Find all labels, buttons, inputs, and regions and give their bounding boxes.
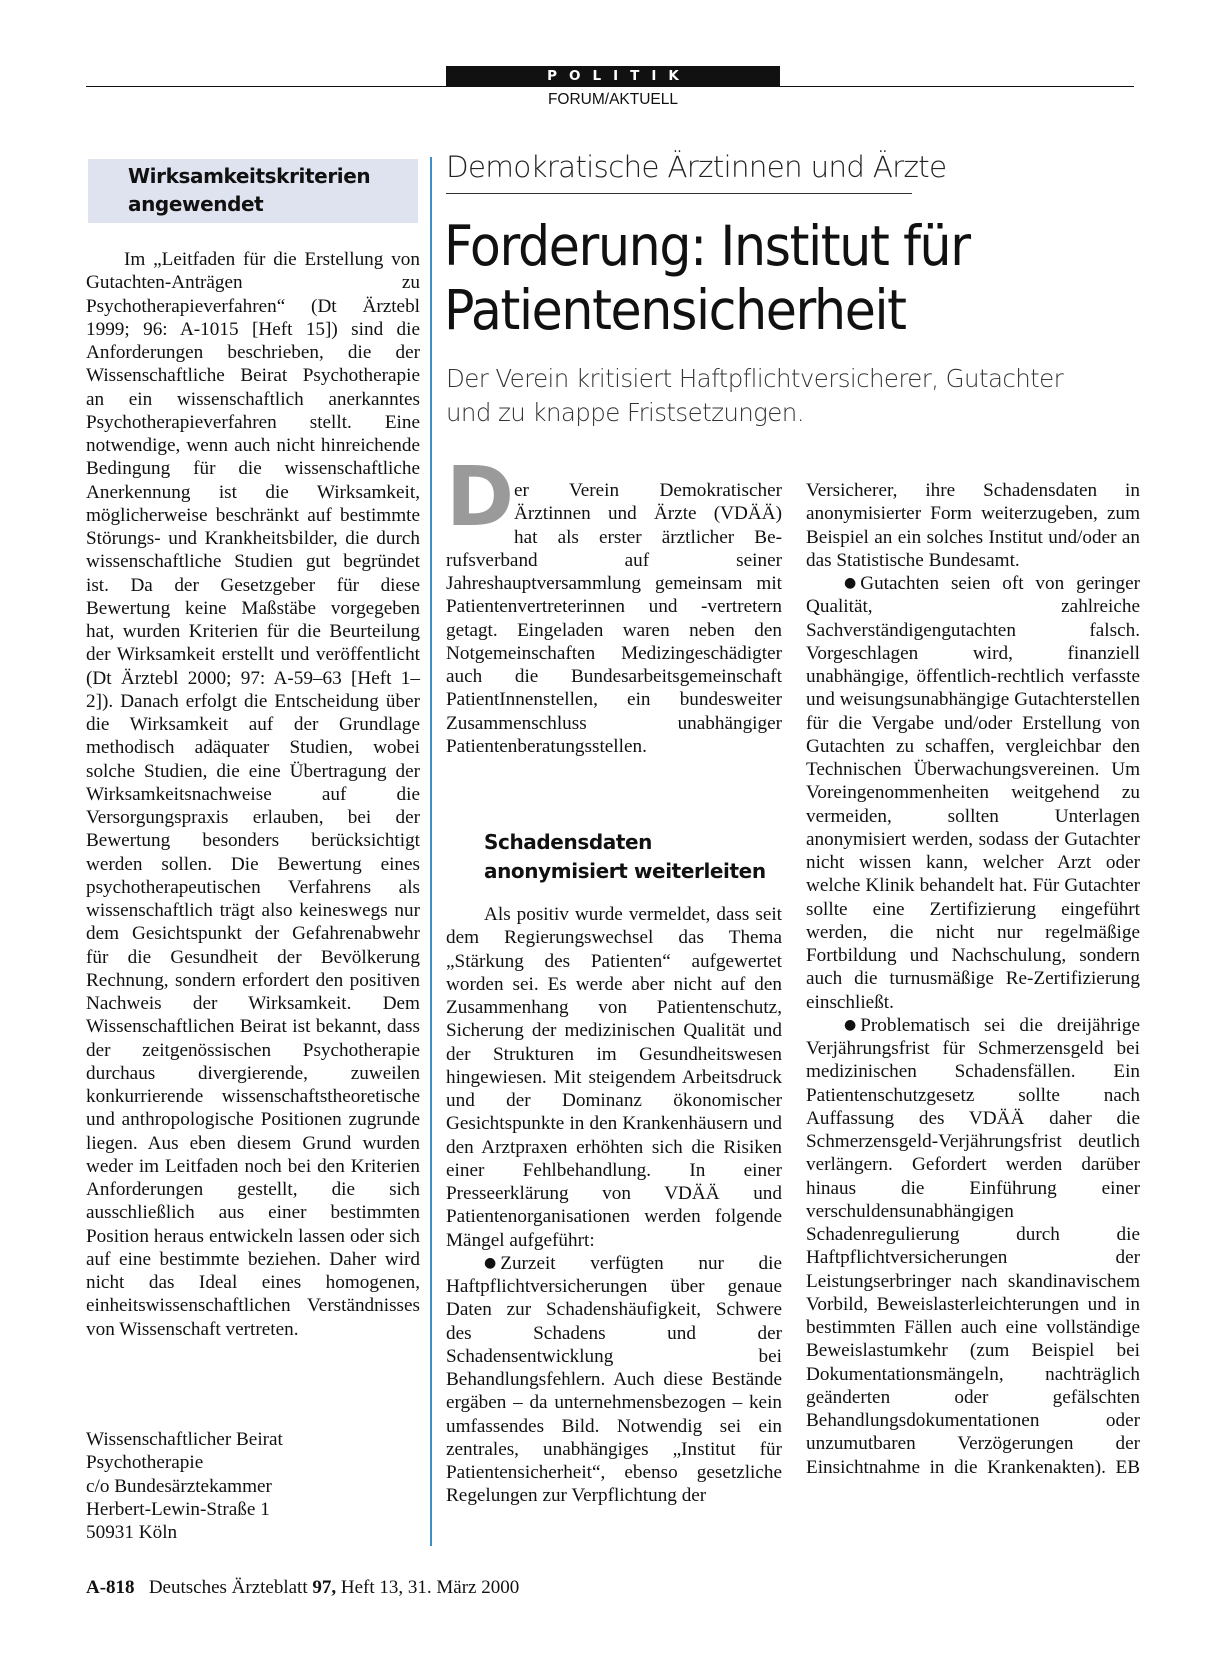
continued-paragraph: Versicherer, ihre Schadensdaten in anonymisierter Form weiterzugeben, zum Beispiel an ein solches Institut und/oder an das Statistische Bundesamt.: [806, 480, 1140, 571]
bullet-text: Problematisch sei die dreijährige Verjährungsfrist für Schmerzensgeld bei medizinischen Schadensfällen. Ein Patientenschutzgesetz sollte nach Auffassung des VDÄÄ daher die Schmerzensgeld-Verjährungsfrist deutlich verlängern. Gefordert werden darüber hinaus die Einführung einer verschuldensunabhängigen Schadenregulierung durch die Haftpflichtversicherungen der Leistungserbringer nach skandinavischem Vorbild, Beweislasterleichterungen und in bestimmten Fällen auch eine vollständige Beweislastumkehr (zum Beispiel bei Dokumentationsmängeln, nachträglich geänderten oder gefälschten Behandlungsdokumentationen oder unzumutbaren Verzögerungen der Einsichtnahme in die Krankenakten).: [806, 1014, 1140, 1478]
journal-volume: 97,: [312, 1577, 337, 1598]
paragraph-positive: Als positiv wurde vermeldet, dass seit dem Regierungswechsel das Thema „Stärkung des Patienten“ aufgewertet worden sei. Es werde aber nicht auf den Zusammenhang von Patientenschutz, Sicherung der medizinischen Qualität und der Strukturen im Gesundheitswesen hingewiesen. Mit steigendem Arbeitsdruck und der Dominanz ökonomischer Gesichtspunkte in den Krankenhäusern und den Arztpraxen erhöhten sich die Risiken einer Fehlbehandlung. In einer Presseerklärung von VDÄÄ und Patientenorganisationen werden folgende Mängel aufgeführt:: [446, 904, 782, 1251]
page-footer: [86, 1577, 519, 1599]
article-column-1: [446, 479, 782, 758]
journal-name: Deutsches Ärzteblatt: [148, 1577, 308, 1598]
sidebar-address: [86, 1428, 420, 1544]
sidebar-paragraph: Im „Leitfaden für die Erstellung von Gutachten-Anträgen zu Psychotherapieverfahren“ (Dt Ärztebl 1999; 96: A-1015 [Heft 15]) sind die Anforderungen beschrieben, die der Wissenschaftliche Beirat Psychotherapie an ein wissenschaftlich anerkanntes Psychotherapieverfahren stellt. Eine notwendige, wenn auch nicht hinreichende Bedingung für die wissenschaftliche Anerkennung ist die Wirksamkeit, möglicherweise beschränkt auf bestimmte Störungs- und Krankheitsbilder, die durch wissenschaftliche Studien gut begründet ist. Da der Gesetzgeber für diese Bewertung keine Maßstäbe vorgegeben hat, wurden Kriterien für die Beurteilung der Wirksamkeit erstellt und veröffentlicht (Dt Ärztebl 2000; 97: A-59–63 [Heft 1–2]). Danach erfolgt die Entscheidung über die Wirksamkeit auf der Grundlage methodisch adäquater Studien, wobei solche Studien, die eine Übertragung der Wirksamkeitsnachweise auf die Versorgungspraxis erlauben, bei der Bewertung besonders berücksichtigt werden sollen. Die Bewertung eines psychotherapeutischen Verfahrens als wissenschaftlich trägt also keineswegs nur dem Gesichtspunkt der Gefahrenabwehr für die Gesundheit der Bevölkerung Rechnung, sondern erfordert den positiven Nachweis der Wirksamkeit. Dem Wissenschaftlichen Beirat ist bekannt, dass der zeitgenössischen Psychotherapie durchaus divergierende, zuweilen konkurrierende wissenschaftstheoretische und anthropologische Positionen zugrunde liegen. Aus eben diesem Grund wurden weder im Leitfaden noch bei den Kriterien Anforderungen gestellt, die sich ausschließlich aus einer bestimmten Position heraus entwickeln lassen oder sich auf eine bestimmte beziehen. Daher wird nicht das Ideal eines homogenen, einheitswissenschaftlichen Verständnisses von Wissenschaft vertreten.: [86, 249, 420, 1340]
bullet-text: Zurzeit verfügten nur die Haftpflichtversicherungen über genaue Daten zur Schadenshäufigkeit, Schwere des Schadens und der Schadensentwicklung bei Behandlungsfehlern. Auch diese Bestände ergäben – da unternehmensbezogen – kein umfassendes Bild. Notwendig sei ein zentrales, unabhängiges „Institut für Patientensicherheit“, ebenso gesetzliche Regelungen zur Verpflichtung der: [446, 1252, 782, 1507]
headline-line: Forderung: Institut für: [444, 214, 970, 278]
subsection-label: FORUM/AKTUELL: [547, 91, 679, 108]
intro-line: er Verein Demokratischer: [514, 480, 782, 501]
article-subtitle: [446, 362, 1166, 430]
address-line: Wissenschaftlicher Beirat: [86, 1429, 283, 1450]
sidebar-heading: Wirksamkeitskriterien angewendet: [128, 164, 371, 216]
bullet-paragraph-1: [446, 1252, 782, 1508]
section-label: POLITIK: [446, 66, 780, 87]
address-line: 50931 Köln: [86, 1522, 178, 1543]
intro-paragraph: [446, 479, 782, 758]
intro-rest: rufsverband auf seiner Jahreshauptversammlung gemeinsam mit Patientenvertreterinnen und -vertretern getagt. Eingeladen waren neben den Notgemeinschaften Medizingeschädigter auch die Bundesarbeitsgemeinschaft PatientInnenstellen, ein bundesweiter Zusammenschluss unabhängiger Patientenberatungsstellen.: [446, 549, 782, 757]
intro-line: Ärztinnen und Ärzte (VDÄÄ): [514, 503, 782, 525]
address-line: Herbert-Lewin-Straße 1: [86, 1498, 270, 1520]
bullet-icon: ●: [844, 1016, 857, 1033]
subtitle-line: Der Verein kritisiert Haftpflichtversicherer, Gutachter: [446, 364, 1064, 393]
column-divider: [430, 157, 432, 1546]
page-number: A-818: [86, 1577, 135, 1598]
rubric-rule: [446, 193, 912, 194]
bullet-paragraph-2: [806, 572, 1140, 1014]
intro-line: hat als erster ärztlicher Be-: [514, 526, 782, 548]
address-line: Psychotherapie: [86, 1452, 204, 1474]
bullet-paragraph-3: [806, 1014, 1140, 1479]
author-initials: EB: [1115, 1456, 1141, 1478]
header-rule: [86, 86, 1134, 87]
drop-cap: D: [446, 450, 515, 545]
headline-line: Patientensicherheit: [444, 278, 906, 342]
subtitle-line: und zu knappe Fristsetzungen.: [446, 398, 804, 427]
journal-issue: Heft 13, 31. März 2000: [340, 1577, 520, 1598]
sidebar-body: [86, 248, 420, 1341]
bullet-icon: ●: [844, 575, 857, 591]
bullet-icon: ●: [484, 1254, 497, 1271]
article-subheading: Schadensdaten anonymisiert weiterleiten: [484, 830, 766, 883]
article-column-1-lower: [446, 903, 782, 1508]
bullet-text: Gutachten seien oft von geringer Qualität, zahlreiche Sachverständigengutachten falsch. Vorgeschlagen wird, finanziell unabhängige, öffentlich-rechtlich verfasste und weisungsunabhängige Gutachterstellen für die Vergabe und/oder Erstellung von Gutachten zu schaffen, vergleichbar den Technischen Überwachungsvereinen. Um Voreingenommenheiten weitgehend zu vermeiden, sollten Unterlagen anonymisiert werden, sodass der Gutachter nicht wissen kann, welcher Arzt oder welche Klinik behandelt hat. Für Gutachter sollte eine Zertifizierung eingeführt werden, die nicht nur regelmäßige Fortbildung und Nachschulung, sondern auch die turnusmäßige Re-Zertifizierung einschließt.: [806, 573, 1140, 1013]
address-line: c/o Bundesärztekammer: [86, 1475, 272, 1497]
article-headline: [444, 214, 1106, 342]
article-rubric: Demokratische Ärztinnen und Ärzte: [446, 150, 947, 184]
article-column-2: [806, 479, 1140, 1479]
